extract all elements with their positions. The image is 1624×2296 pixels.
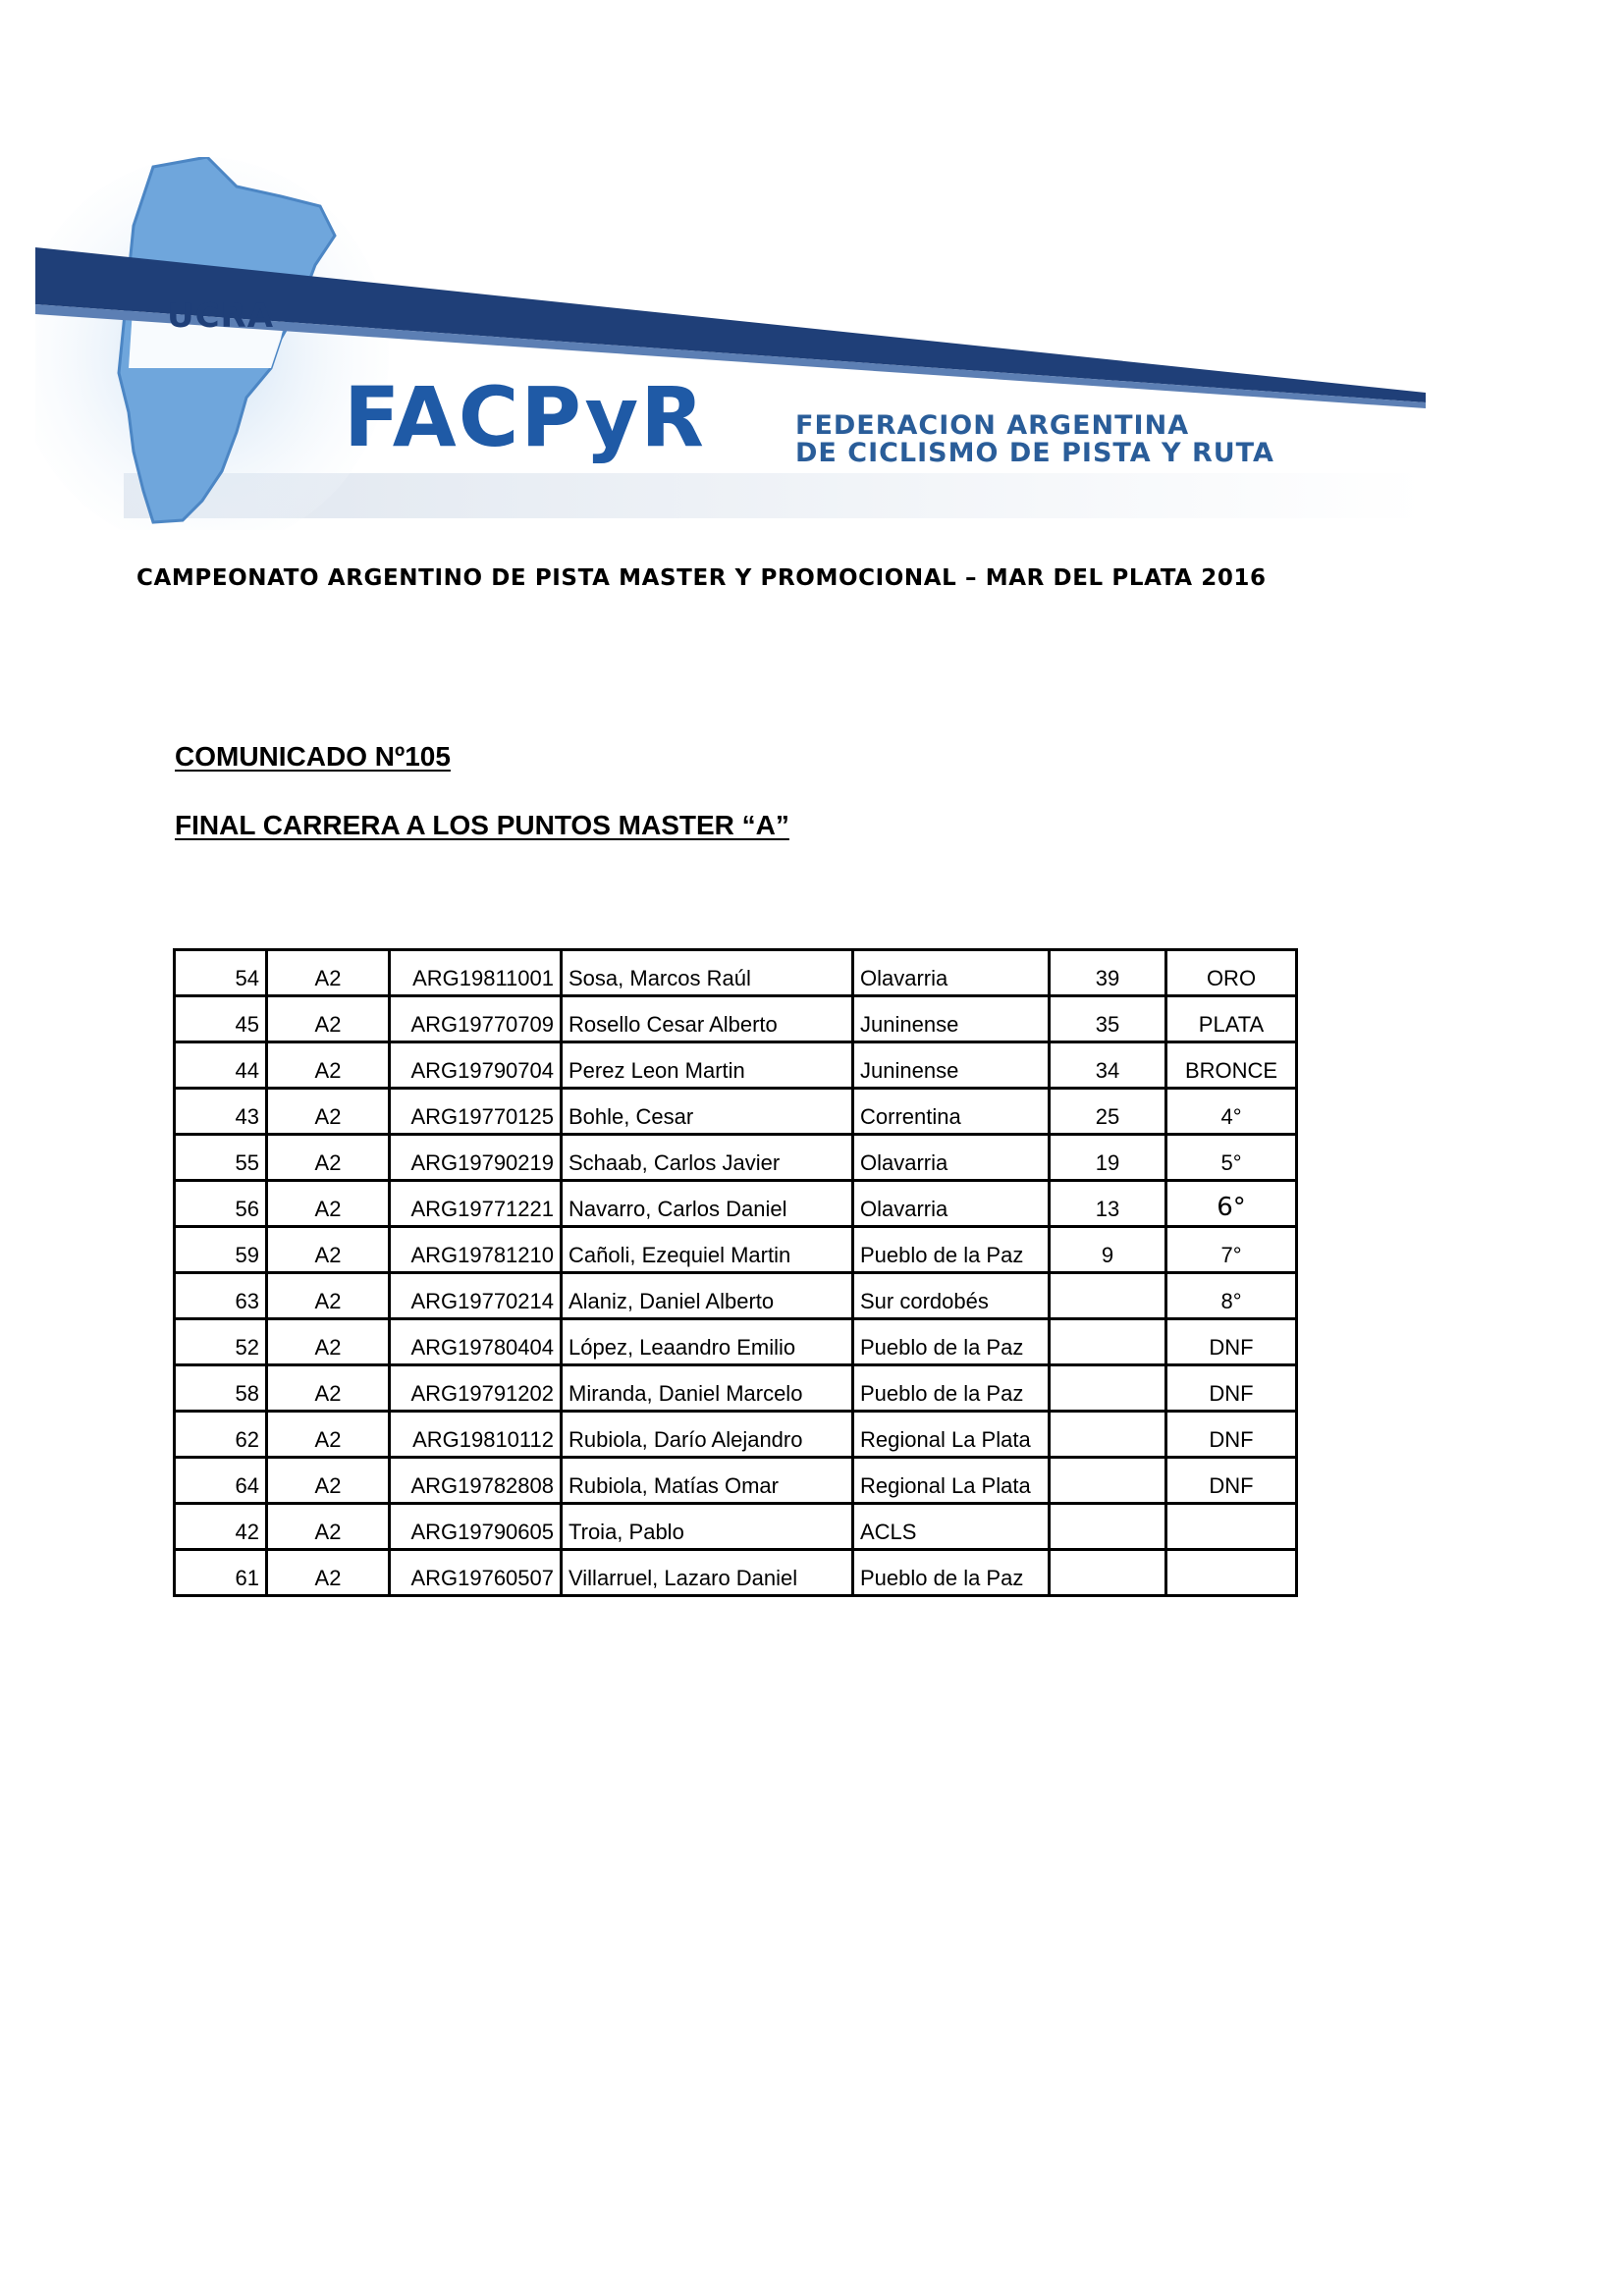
placement-cell: [1166, 1181, 1297, 1227]
rider-name-cell: Miranda, Daniel Marcelo: [562, 1365, 853, 1412]
table-row: [175, 1365, 1297, 1412]
bib-number-cell: 42: [175, 1504, 267, 1550]
placement-label: 4°: [1220, 1104, 1242, 1129]
category-cell: A2: [267, 1504, 390, 1550]
placement-cell: [1166, 1550, 1297, 1596]
club-name-cell: Olavarria: [853, 950, 1050, 996]
license-id-cell: ARG19780404: [390, 1319, 562, 1365]
club-name-cell: Sur cordobés: [853, 1273, 1050, 1319]
placement-label: DNF: [1209, 1381, 1254, 1406]
table-row: [175, 1181, 1297, 1227]
category-cell: A2: [267, 950, 390, 996]
placement-label: 6°: [1217, 1193, 1246, 1222]
race-title: FINAL CARRERA A LOS PUNTOS MASTER “A”: [175, 810, 789, 840]
club-name-cell: Olavarria: [853, 1181, 1050, 1227]
club-name-cell: Juninense: [853, 996, 1050, 1042]
rider-name-cell: López, Leaandro Emilio: [562, 1319, 853, 1365]
license-id-cell: ARG19782808: [390, 1458, 562, 1504]
table-row: [175, 1319, 1297, 1365]
bib-number-cell: 54: [175, 950, 267, 996]
club-name-cell: Pueblo de la Paz: [853, 1227, 1050, 1273]
placement-cell: [1166, 1319, 1297, 1365]
placement-label: 7°: [1220, 1243, 1242, 1267]
results-table: [173, 948, 1298, 1597]
placement-cell: [1166, 1365, 1297, 1412]
points-cell: [1050, 1412, 1166, 1458]
placement-cell: [1166, 996, 1297, 1042]
placement-cell: [1166, 1458, 1297, 1504]
points-cell: 35: [1050, 996, 1166, 1042]
bib-number-cell: 52: [175, 1319, 267, 1365]
category-cell: A2: [267, 1550, 390, 1596]
points-cell: 19: [1050, 1135, 1166, 1181]
placement-cell: [1166, 1412, 1297, 1458]
points-cell: [1050, 1504, 1166, 1550]
bib-number-cell: 45: [175, 996, 267, 1042]
category-cell: A2: [267, 1181, 390, 1227]
rider-name-cell: Alaniz, Daniel Alberto: [562, 1273, 853, 1319]
category-cell: A2: [267, 1458, 390, 1504]
club-name-cell: Pueblo de la Paz: [853, 1365, 1050, 1412]
placement-cell: [1166, 1273, 1297, 1319]
club-name-cell: Juninense: [853, 1042, 1050, 1089]
club-name-cell: ACLS: [853, 1504, 1050, 1550]
table-row: [175, 996, 1297, 1042]
rider-name-cell: Bohle, Cesar: [562, 1089, 853, 1135]
bib-number-cell: 55: [175, 1135, 267, 1181]
club-name-cell: Regional La Plata: [853, 1458, 1050, 1504]
license-id-cell: ARG19770125: [390, 1089, 562, 1135]
points-cell: [1050, 1319, 1166, 1365]
points-cell: 25: [1050, 1089, 1166, 1135]
ucra-logo-text: UCRA: [167, 296, 275, 336]
license-id-cell: ARG19791202: [390, 1365, 562, 1412]
bib-number-cell: 58: [175, 1365, 267, 1412]
placement-cell: [1166, 1089, 1297, 1135]
rider-name-cell: Troia, Pablo: [562, 1504, 853, 1550]
table-row: [175, 1504, 1297, 1550]
club-name-cell: Pueblo de la Paz: [853, 1550, 1050, 1596]
placement-label: 8°: [1220, 1289, 1242, 1313]
table-row: [175, 1089, 1297, 1135]
category-cell: A2: [267, 1319, 390, 1365]
table-row: [175, 1458, 1297, 1504]
rider-name-cell: Schaab, Carlos Javier: [562, 1135, 853, 1181]
federation-banner: [35, 157, 1426, 530]
placement-label: DNF: [1209, 1473, 1254, 1498]
points-cell: [1050, 1273, 1166, 1319]
category-cell: A2: [267, 1135, 390, 1181]
bib-number-cell: 62: [175, 1412, 267, 1458]
placement-cell: [1166, 1504, 1297, 1550]
bib-number-cell: 44: [175, 1042, 267, 1089]
club-name-cell: Regional La Plata: [853, 1412, 1050, 1458]
rider-name-cell: Rubiola, Darío Alejandro: [562, 1412, 853, 1458]
placement-cell: [1166, 1135, 1297, 1181]
communique-number: COMUNICADO Nº105: [175, 741, 451, 772]
rider-name-cell: Villarruel, Lazaro Daniel: [562, 1550, 853, 1596]
bib-number-cell: 61: [175, 1550, 267, 1596]
bib-number-cell: 43: [175, 1089, 267, 1135]
club-name-cell: Correntina: [853, 1089, 1050, 1135]
table-row: [175, 1227, 1297, 1273]
license-id-cell: ARG19771221: [390, 1181, 562, 1227]
rider-name-cell: Navarro, Carlos Daniel: [562, 1181, 853, 1227]
table-row: [175, 1412, 1297, 1458]
category-cell: A2: [267, 1412, 390, 1458]
bib-number-cell: 59: [175, 1227, 267, 1273]
category-cell: A2: [267, 996, 390, 1042]
points-cell: 13: [1050, 1181, 1166, 1227]
placement-cell: [1166, 1042, 1297, 1089]
bib-number-cell: 63: [175, 1273, 267, 1319]
license-id-cell: ARG19770214: [390, 1273, 562, 1319]
category-cell: A2: [267, 1365, 390, 1412]
table-row: [175, 1042, 1297, 1089]
placement-label: DNF: [1209, 1335, 1254, 1360]
rider-name-cell: Perez Leon Martin: [562, 1042, 853, 1089]
bib-number-cell: 56: [175, 1181, 267, 1227]
category-cell: A2: [267, 1042, 390, 1089]
event-title: CAMPEONATO ARGENTINO DE PISTA MASTER Y PROMOCIONAL – MAR DEL PLATA 2016: [136, 565, 1267, 591]
license-id-cell: ARG19781210: [390, 1227, 562, 1273]
placement-label: 5°: [1220, 1150, 1242, 1175]
brand-logo: FACPyR: [344, 369, 706, 465]
points-cell: [1050, 1365, 1166, 1412]
bib-number-cell: 64: [175, 1458, 267, 1504]
points-cell: 9: [1050, 1227, 1166, 1273]
points-cell: [1050, 1550, 1166, 1596]
placement-label: DNF: [1209, 1427, 1254, 1452]
license-id-cell: ARG19790605: [390, 1504, 562, 1550]
category-cell: A2: [267, 1273, 390, 1319]
rider-name-cell: Rosello Cesar Alberto: [562, 996, 853, 1042]
category-cell: A2: [267, 1089, 390, 1135]
points-cell: 39: [1050, 950, 1166, 996]
points-cell: 34: [1050, 1042, 1166, 1089]
federation-name-line1: FEDERACION ARGENTINA: [795, 410, 1190, 441]
rider-name-cell: Sosa, Marcos Raúl: [562, 950, 853, 996]
placement-label: ORO: [1206, 966, 1257, 990]
placement-label: PLATA: [1198, 1012, 1265, 1037]
rider-name-cell: Rubiola, Matías Omar: [562, 1458, 853, 1504]
placement-cell: [1166, 1227, 1297, 1273]
placement-label: BRONCE: [1184, 1058, 1278, 1083]
placement-cell: [1166, 950, 1297, 996]
table-row: [175, 1135, 1297, 1181]
table-row: [175, 950, 1297, 996]
category-cell: A2: [267, 1227, 390, 1273]
points-cell: [1050, 1458, 1166, 1504]
table-row: [175, 1550, 1297, 1596]
license-id-cell: ARG19790704: [390, 1042, 562, 1089]
club-name-cell: Olavarria: [853, 1135, 1050, 1181]
club-name-cell: Pueblo de la Paz: [853, 1319, 1050, 1365]
license-id-cell: ARG19770709: [390, 996, 562, 1042]
federation-name-line2: DE CICLISMO DE PISTA Y RUTA: [795, 438, 1274, 468]
table-row: [175, 1273, 1297, 1319]
license-id-cell: ARG19790219: [390, 1135, 562, 1181]
license-id-cell: ARG19810112: [390, 1412, 562, 1458]
rider-name-cell: Cañoli, Ezequiel Martin: [562, 1227, 853, 1273]
license-id-cell: ARG19811001: [390, 950, 562, 996]
license-id-cell: ARG19760507: [390, 1550, 562, 1596]
